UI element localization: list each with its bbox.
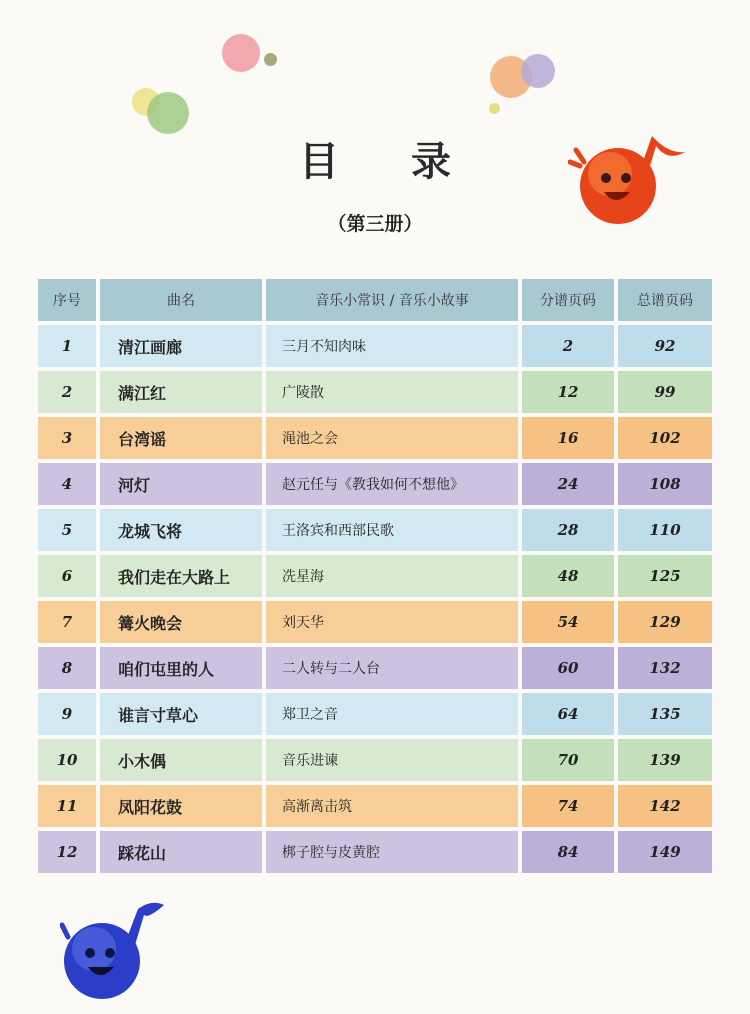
table-row xyxy=(38,647,712,689)
music-story: 郑卫之音 xyxy=(266,693,518,735)
song-name: 小木偶 xyxy=(100,739,262,781)
music-story: 冼星海 xyxy=(266,555,518,597)
music-story: 三月不知肉味 xyxy=(266,325,518,367)
table-header-row xyxy=(38,279,712,321)
song-name: 咱们屯里的人 xyxy=(100,647,262,689)
full-page: 135 xyxy=(618,693,712,735)
part-page: 12 xyxy=(522,371,614,413)
full-page: 102 xyxy=(618,417,712,459)
full-page: 139 xyxy=(618,739,712,781)
row-number: 10 xyxy=(38,739,96,781)
table-row xyxy=(38,785,712,827)
full-page: 99 xyxy=(618,371,712,413)
decor-dot-pink xyxy=(222,34,260,72)
song-name: 河灯 xyxy=(100,463,262,505)
row-number: 3 xyxy=(38,417,96,459)
table-row xyxy=(38,601,712,643)
music-story: 音乐进谏 xyxy=(266,739,518,781)
part-page: 84 xyxy=(522,831,614,873)
song-name: 台湾谣 xyxy=(100,417,262,459)
song-name: 龙城飞将 xyxy=(100,509,262,551)
row-number: 12 xyxy=(38,831,96,873)
music-story: 渑池之会 xyxy=(266,417,518,459)
music-story: 广陵散 xyxy=(266,371,518,413)
header-number: 序号 xyxy=(38,279,96,321)
table-row xyxy=(38,831,712,873)
song-name: 篝火晚会 xyxy=(100,601,262,643)
part-page: 2 xyxy=(522,325,614,367)
decor-dot-lavender xyxy=(521,54,555,88)
row-number: 6 xyxy=(38,555,96,597)
music-story: 梆子腔与皮黄腔 xyxy=(266,831,518,873)
music-story: 王洛宾和西部民歌 xyxy=(266,509,518,551)
decor-dot-small-yellow xyxy=(489,103,500,114)
part-page: 16 xyxy=(522,417,614,459)
part-page: 60 xyxy=(522,647,614,689)
header-music-note: 音乐小常识 / 音乐小故事 xyxy=(266,279,518,321)
table-row xyxy=(38,325,712,367)
table-row xyxy=(38,509,712,551)
header-part-page: 分谱页码 xyxy=(522,279,614,321)
part-page: 28 xyxy=(522,509,614,551)
table-row xyxy=(38,555,712,597)
full-page: 92 xyxy=(618,325,712,367)
part-page: 74 xyxy=(522,785,614,827)
full-page: 132 xyxy=(618,647,712,689)
row-number: 1 xyxy=(38,325,96,367)
full-page: 142 xyxy=(618,785,712,827)
song-name: 谁言寸草心 xyxy=(100,693,262,735)
blue-music-note-mascot-icon xyxy=(60,893,175,1008)
table-row xyxy=(38,417,712,459)
row-number: 7 xyxy=(38,601,96,643)
table-row xyxy=(38,371,712,413)
part-page: 70 xyxy=(522,739,614,781)
music-story: 刘天华 xyxy=(266,601,518,643)
full-page: 110 xyxy=(618,509,712,551)
table-row xyxy=(38,463,712,505)
header-full-page: 总谱页码 xyxy=(618,279,712,321)
song-name: 凤阳花鼓 xyxy=(100,785,262,827)
row-number: 8 xyxy=(38,647,96,689)
contents-table xyxy=(38,279,712,877)
row-number: 4 xyxy=(38,463,96,505)
page-subtitle: （第三册） xyxy=(327,213,423,235)
row-number: 5 xyxy=(38,509,96,551)
music-story: 高渐离击筑 xyxy=(266,785,518,827)
song-name: 清江画廊 xyxy=(100,325,262,367)
full-page: 108 xyxy=(618,463,712,505)
page-title: 目录 xyxy=(299,139,523,185)
full-page: 129 xyxy=(618,601,712,643)
song-name: 踩花山 xyxy=(100,831,262,873)
music-story: 二人转与二人台 xyxy=(266,647,518,689)
table-row xyxy=(38,693,712,735)
full-page: 125 xyxy=(618,555,712,597)
row-number: 9 xyxy=(38,693,96,735)
song-name: 我们走在大路上 xyxy=(100,555,262,597)
table-row xyxy=(38,739,712,781)
row-number: 11 xyxy=(38,785,96,827)
song-name: 满江红 xyxy=(100,371,262,413)
row-number: 2 xyxy=(38,371,96,413)
part-page: 54 xyxy=(522,601,614,643)
full-page: 149 xyxy=(618,831,712,873)
decor-dot-olive xyxy=(264,53,277,66)
part-page: 24 xyxy=(522,463,614,505)
header-song-name: 曲名 xyxy=(100,279,262,321)
part-page: 48 xyxy=(522,555,614,597)
music-story: 赵元任与《教我如何不想他》 xyxy=(266,463,518,505)
decor-dot-green xyxy=(147,92,189,134)
part-page: 64 xyxy=(522,693,614,735)
